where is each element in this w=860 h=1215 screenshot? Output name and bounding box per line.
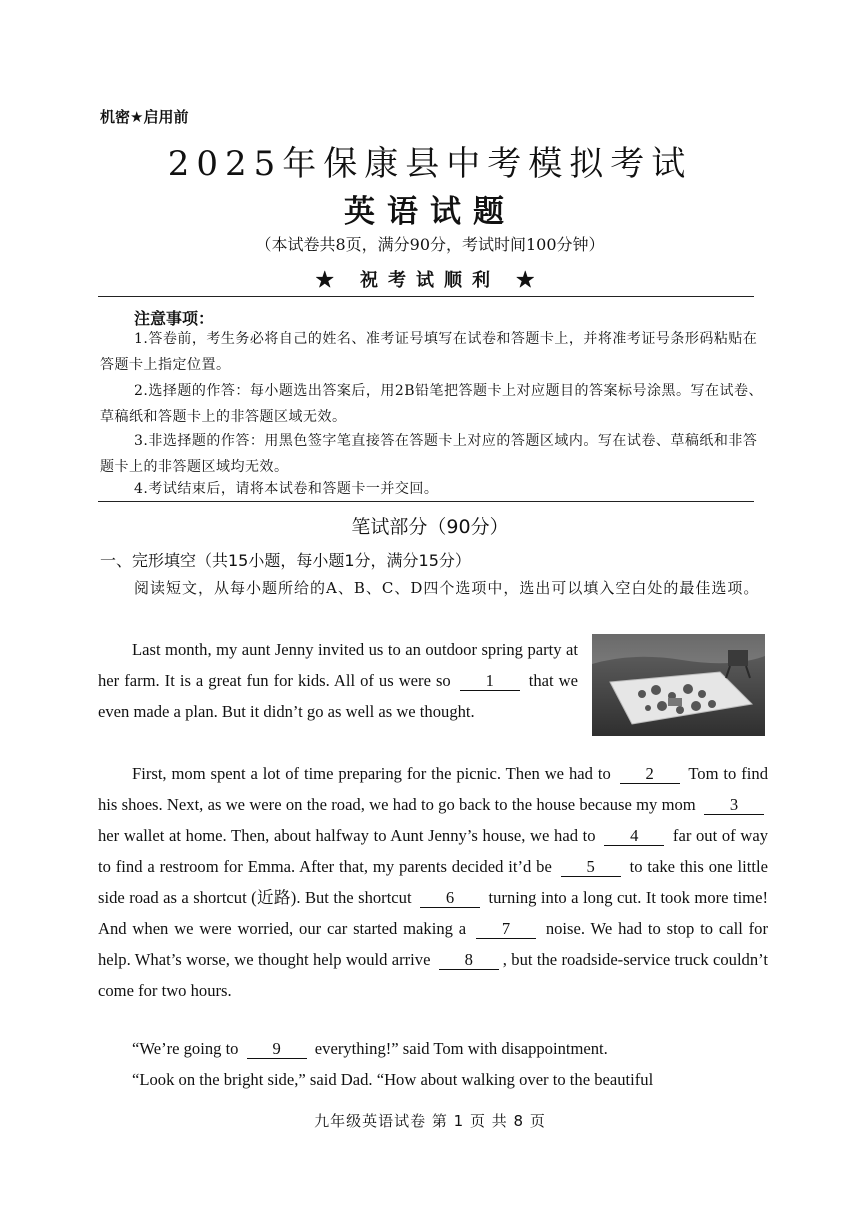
passage-text: to take this one little side road as a shortcut (近路). But the shortcut	[98, 857, 768, 907]
picnic-photo	[592, 634, 765, 736]
exam-subject: 英语试题	[344, 194, 516, 230]
good-luck-banner: ★ 祝考试顺利 ★	[315, 270, 545, 291]
passage-text: that we even made a plan. But it didn’t go as well as we thought.	[98, 671, 578, 721]
section-title: 笔试部分（90分）	[351, 516, 509, 538]
blank-1: 1	[460, 671, 520, 691]
blank-2: 2	[620, 764, 680, 784]
confidential-label: 机密★启用前	[100, 108, 189, 126]
exam-title: 2025年保康县中考模拟考试	[167, 144, 693, 184]
blank-7: 7	[476, 919, 536, 939]
note-item: 3.非选择题的作答：用黑色签字笔直接答在答题卡上对应的答题区域内。写在试卷、草稿纸和非答题卡上的非答题区域均无效。	[100, 433, 758, 475]
note-item: 2.选择题的作答：每小题选出答案后，用2B铅笔把答题卡上对应题目的答案标号涂黑。写在试卷、草稿纸和答题卡上的非答题区域无效。	[100, 383, 764, 425]
exam-info: （本试卷共8页，满分90分，考试时间100分钟）	[255, 235, 605, 254]
passage-text: “Look on the bright side,” said Dad. “How about walking over to the beautiful	[132, 1070, 654, 1089]
divider-bottom	[98, 501, 754, 502]
passage-paragraph-4	[98, 1064, 768, 1095]
passage-paragraph-3	[98, 1033, 768, 1064]
note-item: 4.考试结束后，请将本试卷和答题卡一并交回。	[134, 481, 439, 497]
blank-4: 4	[604, 826, 664, 846]
passage-text: Last month, my aunt Jenny invited us to an outdoor spring party at her farm. It is a great fun for kids. All of us were so	[98, 640, 578, 690]
part-title: 一、完形填空（共15小题，每小题1分，满分15分）	[100, 551, 471, 570]
divider-top	[98, 296, 754, 297]
passage-text: far out of way to find a restroom for Emma. After that, my parents decided it’d be	[98, 826, 768, 876]
blank-6: 6	[420, 888, 480, 908]
passage-text: First, mom spent a lot of time preparing for the picnic. Then we had to	[132, 764, 611, 783]
notes-title: 注意事项：	[134, 309, 215, 328]
blank-9: 9	[247, 1039, 307, 1059]
blank-8: 8	[439, 950, 499, 970]
passage-text: her wallet at home. Then, about halfway to Aunt Jenny’s house, we had to	[98, 826, 596, 845]
passage-text: “We’re going to	[132, 1039, 239, 1058]
passage-text: , but the roadside-service truck couldn’t come for two hours.	[98, 950, 768, 1000]
blank-5: 5	[561, 857, 621, 877]
passage-text: Tom to find his shoes. Next, as we were on the road, we had to go back to the house because my mom	[98, 764, 768, 814]
instructions: 阅读短文，从每小题所给的A、B、C、D四个选项中，选出可以填入空白处的最佳选项。	[134, 579, 760, 597]
passage-text: everything!” said Tom with disappointment.	[314, 1039, 608, 1058]
passage-paragraph-2	[98, 758, 768, 1006]
passage-paragraph-1	[98, 634, 578, 727]
blank-3: 3	[704, 795, 764, 815]
note-item: 1.答卷前，考生务必将自己的姓名、准考证号填写在试卷和答题卡上，并将准考证号条形码粘贴在答题卡上指定位置。	[100, 331, 758, 373]
passage-text: turning into a long cut. It took more time! And when we were worried, our car started making a	[98, 888, 768, 938]
passage-text: noise. We had to stop to call for help. What’s worse, we thought help would arrive	[98, 919, 768, 969]
page-footer: 九年级英语试卷 第 1 页 共 8 页	[314, 1112, 546, 1130]
